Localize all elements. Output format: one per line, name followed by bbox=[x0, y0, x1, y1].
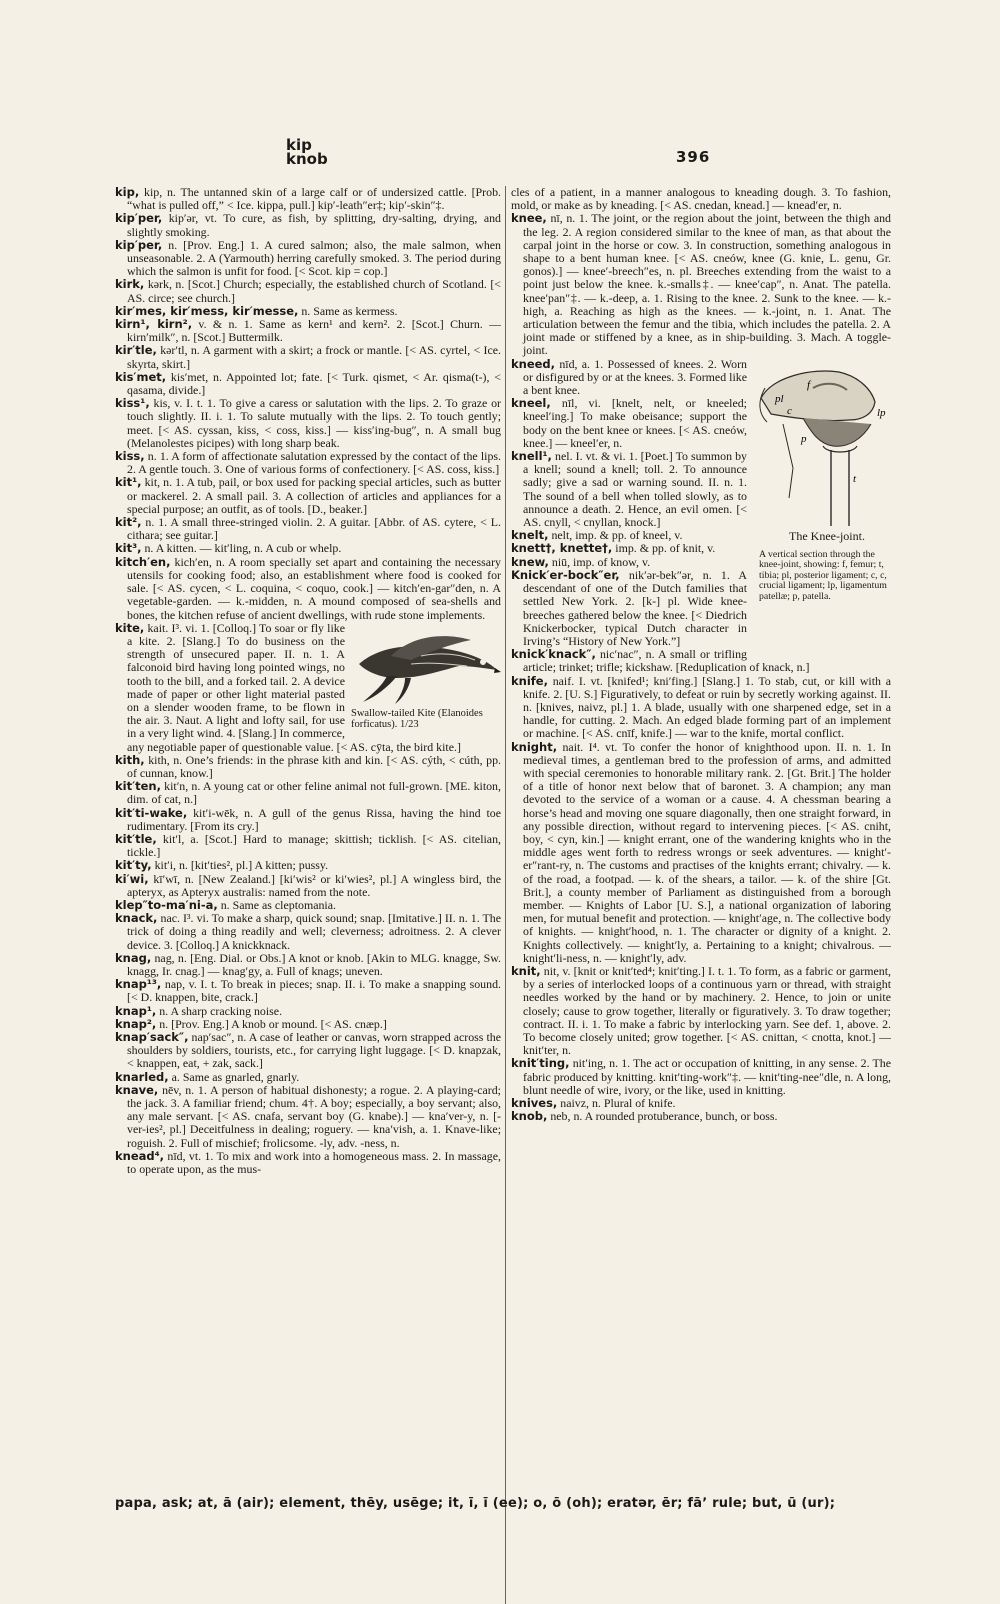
entry-headword: knead⁴, bbox=[115, 1148, 165, 1163]
entry-definition: kait. I³. vi. 1. [Colloq.] To soar or fly like a kite. 2. [Slang.] To do business on the strength of unsecured paper. II. n. 1. A falconoid bird having long pointed wings, no tooth to the bill, and a forked tail. 2. A device made of paper or other light material pasted on a slender wooden frame, to be flown in the air. 3. Naut. A light and lofty sail, for use in a very light wind. 4. [Slang.] In commerce, any negotiable paper of questionable value. [< AS. cȳta, the bird kite.] bbox=[127, 620, 461, 754]
entry-headword: knarled, bbox=[115, 1069, 169, 1084]
dictionary-entry bbox=[115, 779, 501, 807]
entry-headword: knife, bbox=[511, 673, 548, 688]
entry-headword: kiss, bbox=[115, 449, 145, 464]
entry-headword: kith, bbox=[115, 752, 145, 767]
kite-illustration bbox=[351, 626, 501, 738]
entry-definition: kit′l, a. [Scot.] Hard to manage; skittish; ticklish. [< AS. citelian, tickle.] bbox=[127, 831, 501, 860]
entry-definition: nēv, n. 1. A person of habitual dishonesty; a rogue. 2. A playing-card; the jack. 3. A familiar friend; chum. 4†. A boy; especially, a boy servant; also, any male servant. [< AS. cnafa, servant boy (G. knabe).] — kna′ver-y, n. [-ver-ies², pl.] Deceitfulness in dealing; roguery. — kna′vish, a. 1. Knave-like; roguish. 2. Full of mischief; frolicsome. -ly, adv. -ness, n. bbox=[127, 1082, 501, 1150]
entry-definition: nait. I⁴. vt. To confer the honor of knighthood upon. II. n. 1. In medieval times, a gentleman bred to the profession of arms, and admitted with special ceremonies to honorable military rank. 2. [Gt. Brit.] The holder of a title of honor next below that of baronet. 3. A champion; any man devoted to the service of a woman or a cause. 4. A chessman bearing a horse’s head and moving one square diagonally, then one straight forward, in any possible direction, without regard to intervening pieces. [< AS. cniht, boy, < cyn, kin.] — knight errant, one of the wandering knights who in the middle ages went forth to redress wrongs or seek adventures. — knight′‐er″rant-ry, n. The customs and practises of the knights errant; chivalry. — k. of the road, a footpad. — k. of the shears, a tailor. — k. of the shire [Gt. Brit.], a county member of Parliament as distinguished from a borough member. — Knights of Labor [U. S.], a national organization of laboring men, for mutual benefit and protection. — knight′age, n. The collective body of knights. — knight′hood, n. 1. The character or dignity of a knight. 2. Knights collectively. — knight′ly, a. Pertaining to a knight; chivalrous. — knight′li-ness, n. — knight′ly, adv. bbox=[523, 739, 891, 965]
dictionary-entry bbox=[115, 1030, 501, 1071]
dictionary-entry bbox=[115, 752, 501, 780]
entry-headword: kit′ten, bbox=[115, 779, 161, 794]
dictionary-entry bbox=[115, 343, 501, 371]
entry-definition: niū, imp. of know, v. bbox=[551, 554, 651, 569]
dictionary-entry bbox=[115, 554, 501, 622]
column-divider bbox=[505, 186, 506, 1604]
entry-definition: n. A sharp cracking noise. bbox=[159, 1003, 283, 1018]
dictionary-columns bbox=[115, 186, 890, 1604]
dictionary-entry bbox=[115, 950, 501, 978]
kite-caption: Swallow-tailed Kite (Elanoides forficatus). 1/23 bbox=[351, 707, 483, 730]
entry-headword: knap¹³, bbox=[115, 977, 162, 992]
dictionary-entry bbox=[115, 186, 501, 213]
knee-label-t: t bbox=[853, 472, 857, 485]
entry-definition: n. Same as kermess. bbox=[301, 303, 398, 318]
entry-headword: kneel, bbox=[511, 396, 551, 411]
entry-headword: kis′met, bbox=[115, 369, 167, 384]
entry-definition: kich′en, n. A room specially set apart and containing the necessary utensils for cooking food; also, an establishment where food is cooked for sale. [< AS. cycen, < L. coquina, < coquo, cook.] — kitch′en‐gar″den, n. A vegetable-garden. — k.‐midden, n. A mound composed of sea-shells and bones, the kitchen refuse of ancient dwellings, with rude stone implements. bbox=[127, 554, 501, 622]
entry-definition: kith, n. One’s friends: in the phrase kith and kin. [< AS. cýth, < cúth, pp. of cunnan, know.] bbox=[127, 752, 501, 780]
dictionary-entry bbox=[115, 871, 501, 899]
kite-bird-drawing bbox=[351, 626, 501, 706]
entry-headword: knack, bbox=[115, 911, 158, 926]
entry-headword: kir′mes, kir′mess, kir′messe, bbox=[115, 303, 299, 318]
entry-headword: knave, bbox=[115, 1082, 159, 1097]
entry-headword: knee, bbox=[511, 211, 547, 226]
entry-headword: knick′knack″, bbox=[511, 647, 596, 662]
entry-definition: nī, n. 1. The joint, or the region about the joint, between the thigh and the leg. 2. A region considered similar to the knee of man, as that about the carpal joint in the horse or cow. 3. In construction, something analogous in shape to a bent human knee. [< AS. cneów, knee (G. knie, L. genu, Gr. gonos).] — knee′‐breech″es, n. pl. Breeches extending from the waist to a point just below the knee. k.‐smalls‡. — knee′cap″, n. Anat. The patella. knee′pan″‡. — k.‐deep, a. 1. Rising to the knee. 2. Sunk to the knee. — k.‐high, a. Reaching as high as the knees. — k.‐joint, n. 1. Anat. The articulation between the femur and the tibia, which includes the patella. 2. A joint made or stiffened by a knee, as in ship-building. 3. Mach. A toggle-joint. bbox=[523, 211, 891, 358]
entry-headword: Knick′er-bock″er, bbox=[511, 567, 620, 582]
entry-headword: knap′sack″, bbox=[115, 1030, 189, 1044]
dictionary-entry bbox=[115, 369, 501, 398]
entry-definition: nit, v. [knit or knit′ted⁴; knit′ting.] I. t. 1. To form, as a fabric or garment, by a series of interlocked loops of a continuous yarn or thread, with straight needles worked by the hand or by machinery. 2. Hence, to join or unite closely; cause to grow together, literally or figuratively. 3. To draw together; contract. II. i. 1. To make a fabric by interlocking yarn. See def. 1, above. 2. To become closely united; grow together. [< AS. cnittan, < cnotta, knot.] — knit′ter, n. bbox=[523, 963, 891, 1058]
dictionary-entry bbox=[511, 211, 891, 358]
dictionary-entry bbox=[115, 317, 501, 345]
entry-headword: kip, bbox=[115, 186, 140, 199]
entry-headword: kneed, bbox=[511, 356, 556, 371]
entry-definition: kis′met, n. Appointed lot; fate. [< Turk. qismet, < Ar. qisma(t-), < qasama, divide.] bbox=[127, 369, 501, 398]
guide-word-bottom: knob bbox=[286, 150, 328, 168]
entry-headword: kitch′en, bbox=[115, 554, 171, 569]
entry-definition: kip, n. The untanned skin of a large calf or of undersized cattle. [Prob. “what is pulled off,” < Ice. kippa, pull.] kip′‐leath″er‡; kip′‐skin″‡. bbox=[127, 186, 501, 213]
entry-definition: n. 1. A form of affectionate salutation expressed by the contact of the lips. 2. A gentle touch. 3. One of various forms of confectionery. [< AS. coss, kiss.] bbox=[127, 449, 501, 477]
dictionary-entry bbox=[115, 277, 501, 305]
knee-label-f: f bbox=[807, 378, 811, 391]
entry-definition: n. A kitten. — kit′ling, n. A cub or whelp. bbox=[144, 541, 342, 556]
pronunciation-key: papa, ask; at, ā (air); element, thēy, usēge; it, ī, ī (ee); o, ō (oh); eratər, ēr; fāʼ rule; but, ū (ur); bbox=[115, 1496, 836, 1511]
guide-words bbox=[286, 138, 328, 166]
entry-headword: kit′ty, bbox=[115, 858, 152, 873]
entry-definition: nelt, imp. & pp. of kneel, v. bbox=[551, 528, 683, 543]
dictionary-entry bbox=[115, 396, 501, 450]
entry-definition: neb, n. A rounded protuberance, bunch, or boss. bbox=[550, 1109, 778, 1124]
guide-word-top: kip bbox=[286, 136, 312, 154]
entry-headword: knob, bbox=[511, 1109, 548, 1124]
entry-definition: kit′i, n. [kit′ties², pl.] A kitten; pussy. bbox=[154, 858, 329, 873]
entry-headword: kirn¹, kirn², bbox=[115, 317, 193, 332]
dictionary-entry bbox=[115, 805, 501, 833]
entry-headword: kite, bbox=[115, 620, 145, 635]
entry-definition: kip′ər, vt. To cure, as fish, by splitting, dry-salting, drying, and slightly smoking. bbox=[127, 211, 501, 239]
entry-definition: nīd, vt. 1. To mix and work into a homogeneous mass. 2. In massage, to operate upon, as the mus- bbox=[127, 1148, 501, 1177]
page-header bbox=[0, 0, 1000, 180]
entry-headword: kit′tle, bbox=[115, 831, 157, 846]
entry-definition: nap, v. I. t. To break in pieces; snap. II. i. To make a snapping sound. [< D. knappen, bite, crack.] bbox=[127, 977, 501, 1005]
knee-label-lp: lp bbox=[877, 406, 886, 419]
entry-headword: knight, bbox=[511, 739, 558, 754]
entry-headword: knit, bbox=[511, 963, 541, 978]
page-number: 396 bbox=[676, 148, 711, 166]
dictionary-entry bbox=[511, 963, 891, 1058]
knee-label-p: p bbox=[801, 432, 807, 445]
entry-definition: nag, n. [Eng. Dial. or Obs.] A knot or knob. [Akin to MLG. knagge, Sw. knagg, Ir. cnag.] — knag′gy, a. Full of knags; uneven. bbox=[127, 950, 501, 978]
entry-definition: kit, n. 1. A tub, pail, or box used for packing special articles, such as butter or mackerel. 2. A small pail. 3. A collection of articles and appliances for a special purpose; an outfit, as of tools. [D., beaker.] bbox=[127, 475, 501, 516]
entry-definition: nic′nac″, n. A small or trifling article; trinket; trifle; kickshaw. [Reduplication of knack, n.] bbox=[523, 647, 810, 675]
entry-headword: knell¹, bbox=[511, 449, 552, 464]
knee-label-pl: pl bbox=[775, 392, 784, 405]
entry-headword: knett†, knette†, bbox=[511, 541, 613, 556]
entry-headword: kit¹, bbox=[115, 475, 142, 490]
dictionary-entry bbox=[115, 831, 501, 860]
dictionary-entry bbox=[115, 1148, 501, 1177]
entry-headword: kip′per, bbox=[115, 211, 163, 226]
dictionary-entry bbox=[115, 237, 501, 279]
dictionary-entry bbox=[511, 673, 891, 741]
entry-definition: n. [Prov. Eng.] A knob or mound. [< AS. cnæp.] bbox=[159, 1016, 387, 1031]
entry-definition: kit′n, n. A young cat or other feline animal not full-grown. [ME. kiton, dim. of cat, n.] bbox=[127, 779, 501, 807]
dictionary-entry bbox=[115, 1082, 501, 1150]
entry-definition: nik′ər-bek″ər, n. 1. A descendant of one of the Dutch families that settled New York. 2. [k-] pl. Wide knee-breeches gathered below the knee. [< Diedrich Knickerbocker, typical Dutch character in Irving’s “History of New York.”] bbox=[523, 567, 747, 648]
entry-headword: kit³, bbox=[115, 541, 142, 556]
dictionary-entry bbox=[511, 1056, 891, 1097]
entry-headword: kip′per, bbox=[115, 237, 163, 252]
dictionary-entry bbox=[115, 911, 501, 952]
entry-headword: knag, bbox=[115, 950, 152, 965]
knee-caption: A vertical section through the knee-joint, showing: f, femur; t, tibia; pl, posterior ligament; c, c, crucial ligament; lp, ligamentum patellæ; p, patella. bbox=[759, 548, 887, 602]
entry-definition: v. & n. 1. Same as kern¹ and kern². 2. [Scot.] Churn. — kirn′milk″, n. [Scot.] Buttermilk. bbox=[127, 317, 501, 345]
entry-definition: kis, v. I. t. 1. To give a caress or salutation with the lips. 2. To graze or touch slightly. II. i. 1. To salute mutually with the lips. 2. To touch gently; meet. [< AS. cyssan, kiss, < coss, kiss.] — kiss′ing‐bug″, n. A small bug (Melanolestes picipes) with long sharp beak. bbox=[127, 396, 501, 450]
entry-headword: knit′ting, bbox=[511, 1056, 570, 1071]
entry-definition: nit′ing, n. 1. The act or occupation of knitting, in any sense. 2. The fabric produced by knitting. knit′ting‐work″‡. — knit′ting‐nee″dle, n. A long, blunt needle of wire, ivory, or the like, used in knitting. bbox=[523, 1056, 891, 1097]
dictionary-entry bbox=[115, 449, 501, 477]
entry-definition: naivz, n. Plural of knife. bbox=[560, 1096, 676, 1111]
dictionary-entry bbox=[115, 211, 501, 239]
dictionary-entry bbox=[511, 1109, 891, 1124]
entry-headword: knives, bbox=[511, 1096, 558, 1111]
entry-headword: kir′tle, bbox=[115, 343, 157, 358]
dictionary-entry bbox=[115, 515, 501, 543]
entry-headword: kit², bbox=[115, 515, 142, 530]
dictionary-entry bbox=[115, 475, 501, 516]
entry-definition: a. Same as gnarled, gnarly. bbox=[171, 1069, 300, 1084]
entry-definition: nīd, a. 1. Possessed of knees. 2. Worn or disfigured by or at the knees. 3. Formed like a bent knee. bbox=[523, 356, 747, 398]
entry-definition: nīl, vi. [knelt, nelt, or kneeled; kneel′ing.] To make obeisance; support the body on the bent knee or knees. [< AS. cneów, knee.] — kneel′er, n. bbox=[523, 396, 747, 450]
knee-joint-illustration bbox=[753, 358, 891, 658]
knee-caption-title: The Knee-joint. bbox=[789, 528, 865, 543]
entry-definition: nac. I³. vi. To make a sharp, quick sound; snap. [Imitative.] II. n. 1. The trick of doing a thing readily and well; cleverness; adroitness. 2. A clever device. 3. [Colloq.] A knickknack. bbox=[127, 911, 501, 952]
entry-definition: kərk, n. [Scot.] Church; especially, the established church of Scotland. [< AS. circe; see church.] bbox=[127, 277, 501, 305]
dictionary-entry bbox=[511, 739, 891, 965]
entry-headword: kit′ti-wake, bbox=[115, 805, 188, 820]
knee-label-c: c bbox=[787, 404, 792, 417]
entry-headword: knap¹, bbox=[115, 1003, 157, 1018]
right-column bbox=[511, 186, 891, 1604]
entry-definition: kit′i-wēk, n. A gull of the genus Rissa, having the hind toe rudimentary. [From its cry.] bbox=[127, 805, 501, 833]
entry-headword: knap², bbox=[115, 1016, 157, 1031]
entry-definition: imp. & pp. of knit, v. bbox=[615, 541, 716, 556]
entry-definition: n. 1. A small three-stringed violin. 2. A guitar. [Abbr. of AS. cytere, < L. cithara; see guitar.] bbox=[127, 515, 501, 543]
entry-headword: knew, bbox=[511, 554, 549, 569]
entry-definition: n. [Prov. Eng.] 1. A cured salmon; also, the male salmon, when unseasonable. 2. A (Yarmouth) herring carefully smoked. 3. The period during which the salmon is unfit for food. [< Scot. kip = cop.] bbox=[127, 237, 501, 279]
entry-definition: nap′sac″, n. A case of leather or canvas, worn strapped across the shoulders by soldiers, tourists, etc., for carrying light luggage. [< D. knapzak, < knappen, eat, + zak, sack.] bbox=[127, 1030, 501, 1071]
entry-headword: kirk, bbox=[115, 277, 145, 292]
entry-headword: knelt, bbox=[511, 528, 549, 543]
knee-joint-drawing bbox=[753, 358, 891, 528]
dictionary-entry bbox=[115, 977, 501, 1005]
entry-definition: kər′tl, n. A garment with a skirt; a frock or mantle. [< AS. cyrtel, < Ice. skyrta, skirt.] bbox=[127, 343, 501, 371]
entry-headword: ki′wi, bbox=[115, 871, 149, 886]
entry-definition: kī′wī, n. [New Zealand.] [ki′wis² or ki′wies², pl.] A wingless bird, the apteryx, as Apteryx australis: named from the note. bbox=[127, 871, 501, 899]
entry-definition: naif. I. vt. [knifed¹; kni′fing.] [Slang.] 1. To stab, cut, or kill with a knife. 2. [U. S.] Figuratively, to defeat or ruin by secretly working against. II. n. [knives, naivz, pl.] 1. A blade, usually with one sharpened edge, set in a handle, for cutting. 2. Mach. An edged blade forming part of an implement or machine. [< AS. cnīf, knife.] — war to the knife, mortal conflict. bbox=[523, 673, 891, 741]
entry-definition: n. Same as cleptomania. bbox=[220, 897, 336, 912]
entry-definition: nel. I. vt. & vi. 1. [Poet.] To summon by a knell; sound a knell; toll. 2. To announce sadly; give a sad or warning sound. II. n. 1. The sound of a bell when tolled slowly, as to announce a death. 2. Hence, an evil omen. [< AS. cnyll, < cnyllan, knock.] bbox=[523, 449, 747, 530]
continued-entry-text: cles of a patient, in a manner analogous to kneading dough. 3. To fashion, mold, or make as by kneading. [< AS. cnedan, knead.] — knead′er, n. bbox=[511, 186, 891, 213]
left-column bbox=[115, 186, 501, 1604]
entry-headword: kiss¹, bbox=[115, 396, 150, 411]
entry-headword: klep″to-ma′ni-a, bbox=[115, 897, 218, 912]
